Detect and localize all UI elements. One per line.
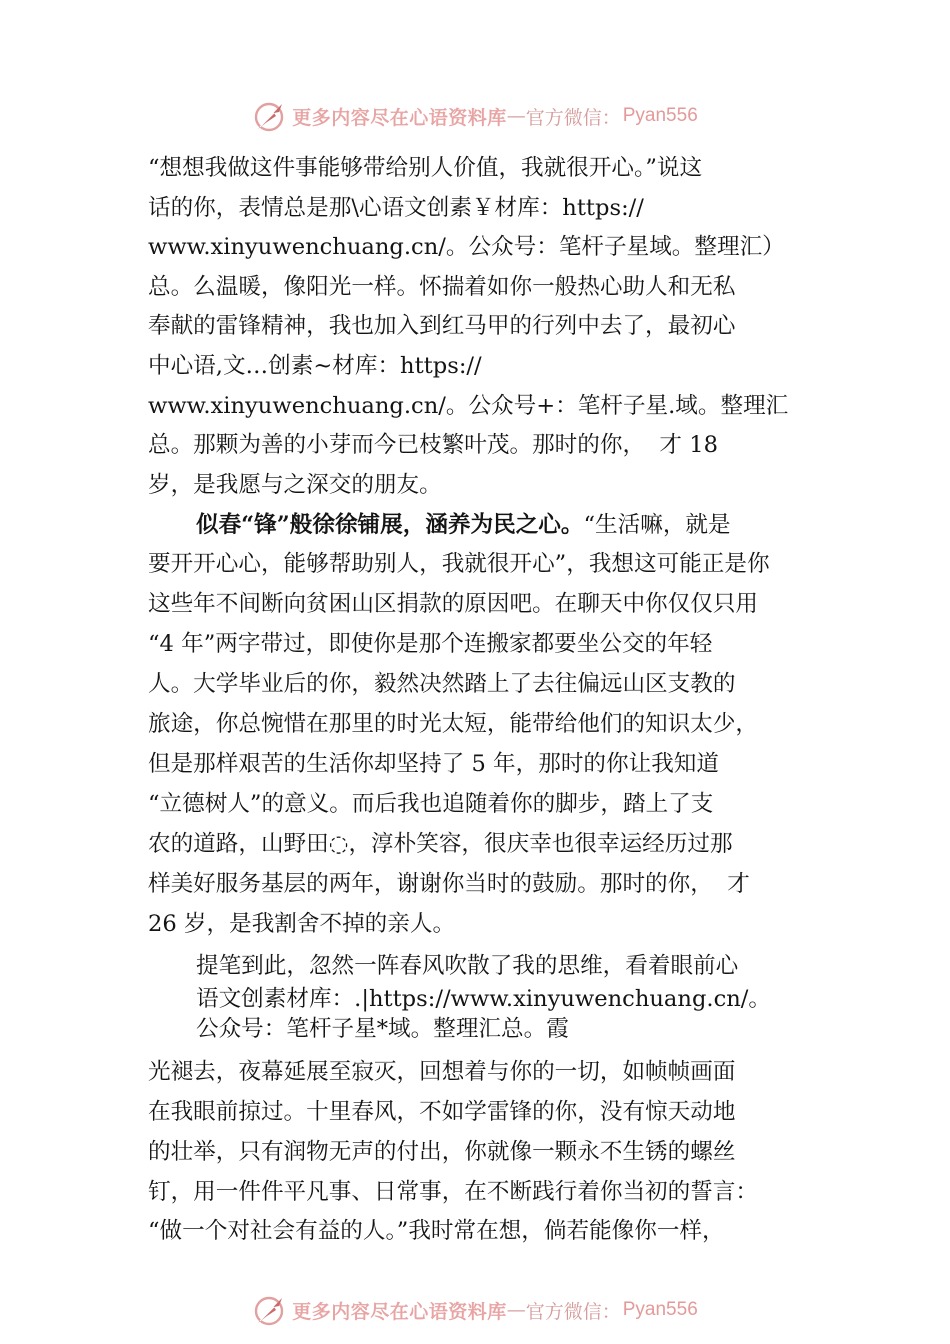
text-line: 但是那样艰苦的生活你却坚持了 5 年，那时的你让我知道 bbox=[148, 751, 719, 777]
text-line: 光褪去，夜幕延展至寂灭，回想着与你的一切，如帧帧画面 bbox=[148, 1059, 736, 1085]
banner-wechat-label: 官方微信： bbox=[525, 106, 621, 129]
feather-logo-icon bbox=[252, 98, 288, 134]
text-line: “4 年”两字带过，即使你是那个连搬家都要坐公交的年轻 bbox=[148, 631, 713, 657]
banner-wechat-id: Pyan556 bbox=[622, 1299, 698, 1320]
text-line: “做一个对社会有益的人。”我时常在想，倘若能像你一样， bbox=[148, 1218, 725, 1244]
text-line: 要开开心心，能够帮助别人，我就很开心”，我想这可能正是你 bbox=[148, 551, 770, 577]
text-line: 提笔到此，忽然一阵春风吹散了我的思维，看着眼前心 bbox=[196, 953, 739, 979]
text-line: 样美好服务基层的两年，谢谢你当时的鼓励。那时的你， 才 bbox=[148, 871, 750, 897]
paragraph-heading: 似春“锋”般徐徐铺展，涵养为民之心。 bbox=[196, 512, 584, 538]
text-line: 公众号：笔杆子星*域。整理汇总。霞 bbox=[196, 1016, 569, 1042]
text-line: “想想我做这件事能够带给别人价值，我就很开心。”说这 bbox=[148, 155, 703, 181]
text-line: 话的你，表情总是那\心语文创素￥材库：https:// bbox=[148, 195, 644, 221]
text-line: www.xinyuwenchuang.cn/。公众号+：笔杆子星.域。整理汇 bbox=[148, 393, 789, 419]
text-line: 农的道路，山野田◌，淳朴笑容，很庆幸也很幸运经历过那 bbox=[148, 831, 733, 857]
text-line: “立德树人”的意义。而后我也追随着你的脚步，踏上了支 bbox=[148, 791, 714, 817]
paragraph-heading-line bbox=[196, 510, 731, 540]
text-line: 在我眼前掠过。十里春风，不如学雷锋的你，没有惊天动地 bbox=[148, 1099, 736, 1125]
text-line: 语文创素材库：.|https://www.xinyuwenchuang.cn/。 bbox=[196, 986, 772, 1012]
text-line: 这些年不间断向贫困山区捐款的原因吧。在聊天中你仅仅只用 bbox=[148, 591, 759, 617]
text-line: www.xinyuwenchuang.cn/。公众号：笔杆子星域。整理汇） bbox=[148, 234, 785, 260]
banner-wechat-label: 官方微信： bbox=[525, 1300, 621, 1323]
footer-banner bbox=[0, 1290, 950, 1330]
banner-separator: — bbox=[506, 105, 526, 127]
text-line: 钉，用一件件平凡事、日常事，在不断践行着你当初的誓言： bbox=[148, 1179, 759, 1205]
text-line: 的壮举，只有润物无声的付出，你就像一颗永不生锈的螺丝 bbox=[148, 1139, 736, 1165]
banner-text: 更多内容尽在心语资料库 bbox=[292, 106, 507, 129]
text-line: 总。么温暖，像阳光一样。怀揣着如你一般热心助人和无私 bbox=[148, 274, 736, 300]
banner-separator: — bbox=[506, 1299, 526, 1321]
text-line: 岁，是我愿与之深交的朋友。 bbox=[148, 472, 442, 498]
feather-logo-icon bbox=[252, 1292, 288, 1328]
text-line: 奉献的雷锋精神，我也加入到红马甲的行列中去了，最初心 bbox=[148, 313, 736, 339]
header-banner bbox=[0, 96, 950, 136]
text-line: 人。大学毕业后的你，毅然决然踏上了去往偏远山区支教的 bbox=[148, 671, 736, 697]
heading-continuation: “生活嘛，就是 bbox=[583, 512, 731, 538]
text-line: 旅途，你总惋惜在那里的时光太短，能带给他们的知识太少， bbox=[148, 711, 759, 737]
text-line: 总。那颗为善的小芽而今已枝繁叶茂。那时的你， 才 18 bbox=[148, 432, 718, 458]
banner-text: 更多内容尽在心语资料库 bbox=[292, 1300, 507, 1323]
text-line: 中心语,文…创素~材库：https:// bbox=[148, 353, 482, 379]
text-line: 26 岁，是我割舍不掉的亲人。 bbox=[148, 911, 456, 937]
banner-wechat-id: Pyan556 bbox=[622, 105, 698, 126]
